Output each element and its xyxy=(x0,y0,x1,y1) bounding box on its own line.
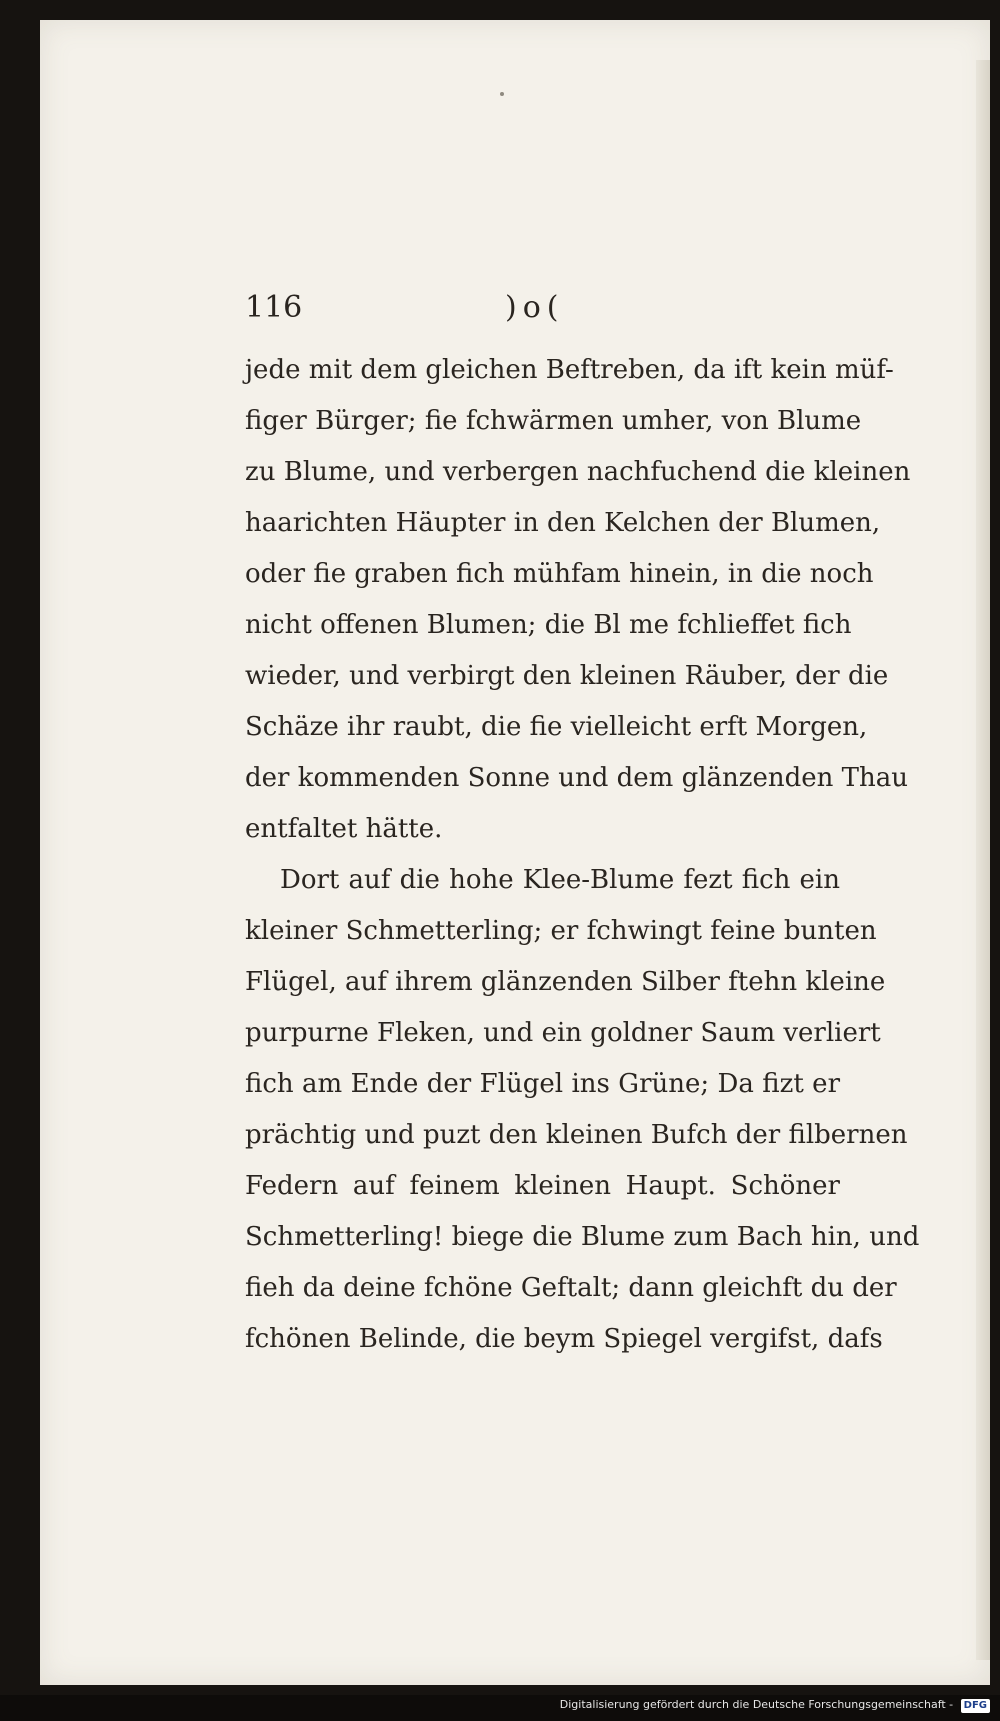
page-number: 116 xyxy=(245,290,303,325)
text-line: jede mit dem gleichen Beftreben, da ift kein müf- xyxy=(245,355,894,385)
text-line: entfaltet hätte. xyxy=(245,814,443,844)
text-line: wieder, und verbirgt den kleinen Räuber, der die xyxy=(245,661,889,691)
dfg-logo-icon: DFG xyxy=(961,1699,990,1713)
text-line: Schäze ihr raubt, die fie vielleicht erft Morgen, xyxy=(245,712,868,742)
text-line: kleiner Schmetterling; er fchwingt feine bunten xyxy=(245,916,877,946)
text-line: nicht offenen Blumen; die Bl me fchlieffet fich xyxy=(245,610,852,640)
text-line: Flügel, auf ihrem glänzenden Silber ftehn kleine xyxy=(245,967,886,997)
page-header xyxy=(245,290,805,340)
book-page xyxy=(40,20,990,1685)
footer-credit xyxy=(560,1698,990,1713)
body-text xyxy=(245,345,920,1365)
text-line: fchönen Belinde, die beym Spiegel vergifst, dafs xyxy=(245,1324,883,1354)
text-line: prächtig und puzt den kleinen Bufch der filbernen xyxy=(245,1120,908,1150)
text-line: fieh da deine fchöne Geftalt; dann gleichft du der xyxy=(245,1273,897,1303)
footer-bar xyxy=(0,1695,1000,1721)
text-line: Federn auf feinem kleinen Haupt. Schöner xyxy=(245,1171,840,1201)
text-line: Schmetterling! biege die Blume zum Bach hin, und xyxy=(245,1222,920,1252)
paper-speck xyxy=(500,92,504,96)
text-line: oder fie graben fich mühfam hinein, in die noch xyxy=(245,559,874,589)
header-ornament: )o( xyxy=(505,290,565,325)
page-edge xyxy=(976,60,990,1660)
text-line: der kommenden Sonne und dem glänzenden Thau xyxy=(245,763,908,793)
footer-credit-text: Digitalisierung gefördert durch die Deutsche Forschungsgemeinschaft - xyxy=(559,1698,954,1711)
text-line: zu Blume, und verbergen nachfuchend die kleinen xyxy=(245,457,911,487)
text-line: figer Bürger; fie fchwärmen umher, von Blume xyxy=(245,406,862,436)
text-line: Dort auf die hohe Klee-Blume fezt fich ein xyxy=(280,865,840,895)
text-line: fich am Ende der Flügel ins Grüne; Da fizt er xyxy=(245,1069,840,1099)
text-line: purpurne Fleken, und ein goldner Saum verliert xyxy=(245,1018,881,1048)
text-line: haarichten Häupter in den Kelchen der Blumen, xyxy=(245,508,881,538)
